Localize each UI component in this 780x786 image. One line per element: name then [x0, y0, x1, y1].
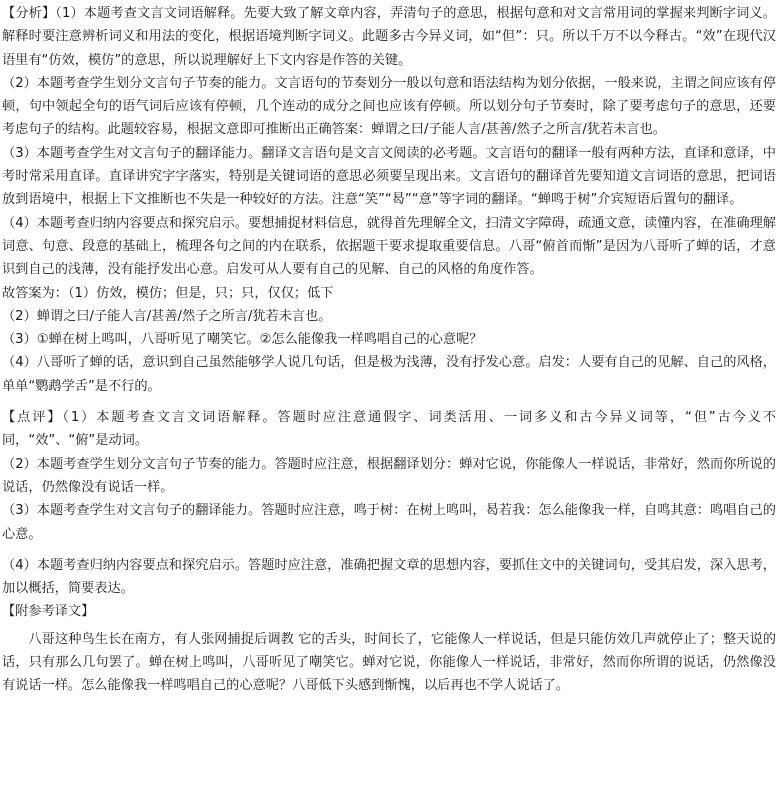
- answer-item-1: 故答案为：（1）仿效，模仿；但是，只；只，仅仅；低下: [2, 285, 334, 301]
- answer-item-4: （4）八哥听了蝉的话，意识到自己虽然能够学人说几句话，但是极为浅薄，没有抒发心意。启发：人要有自己的见解、自己的风格，单单“鹦鹉学舌”是不行的。: [2, 355, 776, 394]
- translation-label: 【附参考译文】: [2, 604, 95, 620]
- comment-item-2: （2）本题考查学生划分文言句子节奏的能力。答题时应注意，根据翻译划分：蝉对它说，你能像人一样说话，非常好，然而你所说的说话，仍然像没有说话一样。: [2, 456, 776, 495]
- analysis-item-2: （2）本题考查学生划分文言句子节奏的能力。文言语句的节奏划分一般以句意和语法结构为划分依据，一般来说，主谓之间应该有停顿，句中领起全句的语气词后应该有停顿，几个连动的成分之间也应该有停顿。所以划分句子节奏时，除了要考虑句子的意思，还要考虑句子的结构。此题较容易，根据文意即可推断出正确答案：蝉谓之曰/子能人言/甚善/然子之所言/犹若未言也。: [2, 75, 776, 138]
- answer-item-2: （2）蝉谓之曰/子能人言/甚善/然子之所言/犹若未言也。: [2, 308, 332, 324]
- spacer: [2, 398, 776, 406]
- answer-item-3: （3）①蝉在树上鸣叫，八哥听见了嘲笑它。②怎么能像我一样鸣唱自己的心意呢？: [2, 332, 483, 348]
- comment-label: 【点评】: [2, 410, 63, 426]
- comment-item-3: （3）本题考查学生对文言句子的翻译能力。答题时应注意，鸣于树：在树上鸣叫，曷若我：怎么能像我一样，自鸣其意：鸣唱自己的心意。: [2, 503, 776, 542]
- analysis-item-3: （3）本题考查学生对文言句子的翻译能力。翻译文言语句是文言文阅读的必考题。文言语句的翻译一般有两种方法，直译和意译，中考时常采用直译。直译讲究字字落实，特别是关键词语的意思必须要呈现出来。文言语句的翻译首先要知道文言词语的意思，把词语放到语境中，根据上下文推断也不失是一种较好的方法。注意“笑”“曷”“意”等字词的翻译。“蝉鸣于树”介宾短语后置句的翻译。: [2, 145, 776, 208]
- analysis-label: 【分析】: [2, 6, 56, 21]
- analysis-item-1: 【分析】（1）本题考查文言文词语解释。先要大致了解文章内容，弄清句子的意思，根据句意和对文言常用词的掌握来判断字词义。解释时要注意辨析词义和用法的变化，根据语境判断字词义。此题多古今异义词，如“但”：只。所以千万不以今释古。“效”在现代汉语里有“仿效，模仿”的意思，所以说理解好上下文内容是作答的关键。: [2, 6, 776, 68]
- spacer: [2, 546, 776, 554]
- comment-item-1: 【点评】（1）本题考查文言文词语解释。答题时应注意通假字、词类活用、一词多义和古今异义词等，“但”古今义不同，“效”、“俯”是动词。: [2, 410, 777, 449]
- comment-item-4: （4）本题考查归纳内容要点和探究启示。答题时应注意，准确把握文章的思想内容，要抓住文中的关键词句，受其启发，深入思考，加以概括，简要表达。: [2, 557, 776, 597]
- translation-text: 八哥这种鸟生长在南方，有人张网捕捉后调教 它的舌头，时间长了，它能像人一样说话，但是只能仿效几声就停止了；整天说的话，只有那么几句罢了。蝉在树上鸣叫，八哥听见了嘲笑它。蝉对它说，你能像人一样说话，非常好，然而你所谓的说话，仍然像没有说话一样。怎么能像我一样鸣唱自己的心意呢？八哥低下头感到惭愧，以后再也不学人说话了。: [2, 631, 776, 694]
- answers-label: 故答案为：: [2, 285, 68, 301]
- analysis-item-4: （4）本题考查归纳内容要点和探究启示。要想捕捉材料信息，就得首先理解全文，扫清文字障碍，疏通文意，读懂内容，在准确理解词意、句意、段意的基础上，梳理各句之间的内在联系，依据题干要求提取重要信息。八哥“俯首而惭”是因为八哥听了蝉的话，才意识到自己的浅薄，没有能抒发出心意。启发可从人要有自己的见解、自己的风格的角度作答。: [2, 215, 776, 278]
